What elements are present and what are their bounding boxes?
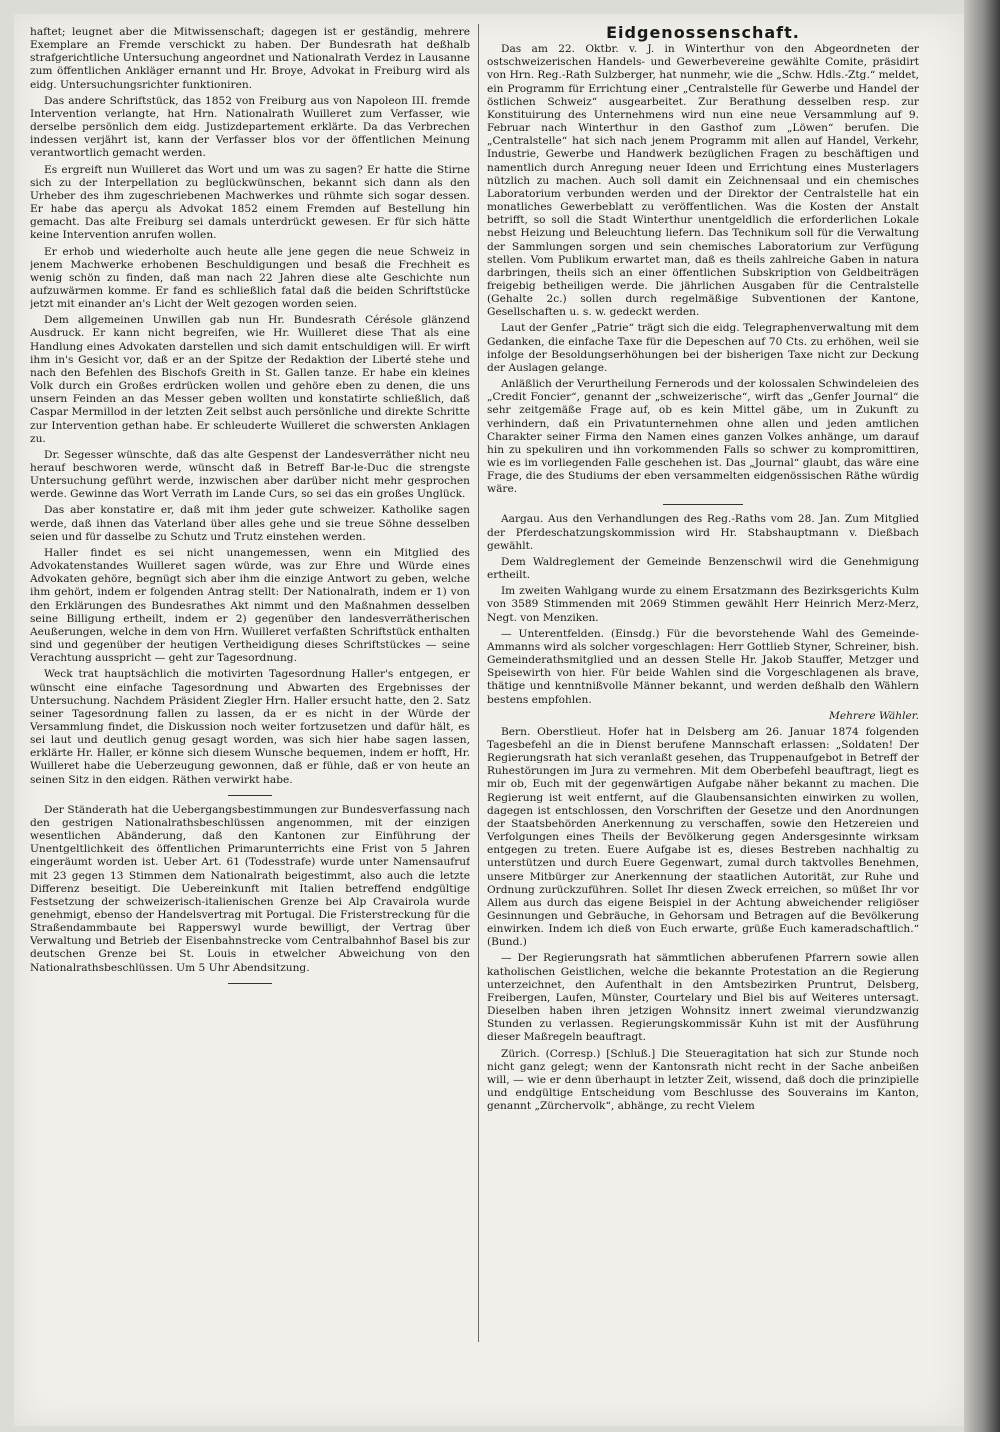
paragraph: Das am 22. Oktbr. v. J. in Winterthur von den Abgeordneten der ostschweizerischen Handels- und Gewerbevereine gewählte Comite, präsidirt von Hrn. Reg.-Rath Sulzberger, hat nunmehr, wie die „Schw. Hdls.-Ztg.“ meldet, ein Programm für Errichtung einer „Centralstelle für Gewerbe und Handel der östlichen Schweiz“ ausgearbeitet. Zur Berathung desselben resp. zur Konstituirung des Unternehmens wird nun eine neue Versammlung auf 9. Februar nach Winterthur in den Gasthof zum „Löwen“ berufen. Die „Centralstelle“ hat sich nach jenem Programm mit allen auf Handel, Verkehr, Industrie, Gewerbe und Handwerk bezüglichen Fragen zu beschäftigen und namentlich durch Anregung neuer Ideen und Errichtung eines Musterlagers nützlich zu machen. Auch soll damit ein Zeichnensaal und ein chemisches Laboratorium verbunden werden und der Direktor der Centralstelle hat ein monatliches Gewerbeblatt zu veröffentlichen. Was die Kosten der Anstalt betrifft, so soll die Stadt Winterthur unentgeldlich die erforderlichen Lokale nebst Heizung und Beleuchtung liefern. Das Technikum soll für die Verwaltung der Sammlungen sorgen und sein chemisches Laboratorium zur Verfügung stellen. Vom Publikum erwartet man, daß es theils zahlreiche Gaben in natura darbringen, theils sich an einer öffentlichen Subskription von Geldbeiträgen freigebig betheiligen werde. Die jährlichen Ausgaben für die Centralstelle (Gehalte 2c.) sollen durch regelmäßige Subventionen der Kantone, Gesellschaften u. s. w. gedeckt werden.	[487, 43, 919, 319]
paragraph: Das aber konstatire er, daß mit ihm jeder gute schweizer. Katholike sagen werde, daß ihnen das Vaterland über alles gehe und sie treue Söhne desselben seien und für dasselbe zu Schutz und Trutz einstehen werden.	[30, 504, 470, 543]
paragraph: Haller findet es sei nicht unangemessen, wenn ein Mitglied des Advokatenstandes Wuilleret sagen würde, was zur Ehre und Würde eines Advokaten gehöre, begnügt sich aber ihm die einzige Antwort zu geben, welche ihm gehört, indem er folgenden Antrag stellt: Der Nationalrath, indem er 1) von den Erklärungen des Bundesrathes Akt nimmt und den Maßnahmen desselben seine Billigung ertheilt, indem er 2) gegenüber den landesverrätherischen Aeußerungen, welche in dem von Hrn. Wuilleret verfaßten Schriftstück enthalten sind und gegenüber der heutigen Vertheidigung dieses Schriftstückes — seine Verachtung ausspricht — geht zur Tagesordnung.	[30, 546, 470, 665]
paragraph: Dr. Segesser wünschte, daß das alte Gespenst der Landesverräther nicht neu herauf beschworen werde, wünscht daß in Betreff Bar-le-Duc die strengste Untersuchung geführt werde, inzwischen aber darüber nicht mehr gesprochen werde. Gewinne das Wort Verrath im Lande Curs, so sei das ein großes Unglück.	[30, 448, 470, 501]
right-column	[487, 26, 919, 1116]
paragraph: Er erhob und wiederholte auch heute alle jene gegen die neue Schweiz in jenem Machwerke erhobenen Beschuldigungen und besaß die Frechheit es wenig schön zu finden, daß man nach 22 Jahren diese alte Geschichte nun aufzuwärmen komme. Er fand es schließlich fatal daß die beiden Schriftstücke jetzt mit einander an's Licht der Welt gezogen worden seien.	[30, 245, 470, 311]
paragraph: Dem Waldreglement der Gemeinde Benzenschwil wird die Genehmigung ertheilt.	[487, 555, 919, 582]
paragraph: — Der Regierungsrath hat sämmtlichen abberufenen Pfarrern sowie allen katholischen Geistlichen, welche die bekannte Protestation an die Regierung unterzeichnet, den Aufenthalt in den Amtsbezirken Pruntrut, Delsberg, Freibergen, Laufen, Münster, Courtelary und Biel bis auf Weiteres untersagt. Dieselben haben ihren jetzigen Wohnsitz innert zweimal vierundzwanzig Stunden zu verlassen. Regierungskommissär Kuhn ist mit der Ausführung dieser Maßregeln beauftragt.	[487, 952, 919, 1044]
paragraph: Es ergreift nun Wuilleret das Wort und um was zu sagen? Er hatte die Stirne sich zu der Interpellation zu beglückwünschen, bekannt sich dann als den Urheber des ihm zugeschriebenen Machwerkes und rühmte sich sogar dessen. Er habe das aperçu als Advokat 1852 einem Fremden auf Bestellung hin gemacht. Das alte Freiburg sei damals unterdrückt gewesen. Er für sich hätte keine Intervention anrufen wollen.	[30, 163, 470, 242]
article-separator	[228, 983, 272, 984]
paragraph: Anläßlich der Verurtheilung Fernerods und der kolossalen Schwindeleien des „Credit Foncier“, genannt der „schweizerische“, wirft das „Genfer Journal“ die sehr zeitgemäße Frage auf, ob es kein Mittel gäbe, um in Zukunft zu verhindern, daß ein Privatunternehmen ohne allen und jeden amtlichen Charakter seiner Firma den Namen eines ganzen Volkes anhänge, um darauf hin zu spekuliren und ihn vorkommenden Falls so schwer zu kompromittiren, wie es im vorliegenden Falle geschehen ist. Das „Journal“ glaubt, das wäre eine Frage, die des Studiums der eben versammelten eidgenössischen Räthe würdig wäre.	[487, 378, 919, 496]
paragraph: Das andere Schriftstück, das 1852 von Freiburg aus von Napoleon III. fremde Intervention verlangte, hat Hrn. Nationalrath Wuilleret zum Verfasser, wie derselbe persönlich dem eidg. Justizdepartement erklärte. Da das Verbrechen indessen verjährt ist, kann der Verfasser blos vor der öffentlichen Meinung verantwortlich gemacht werden.	[30, 94, 470, 160]
paragraph: Der Ständerath hat die Uebergangsbestimmungen zur Bundesverfassung nach den gestrigen Nationalrathsbeschlüssen angenommen, mit der einzigen wesentlichen Abänderung, daß den Kantonen zur Einführung der Unentgeltlichkeit des öffentlichen Primarunterrichts eine Frist von 5 Jahren eingeräumt worden ist. Ueber Art. 61 (Todesstrafe) wurde unter Namensaufruf mit 23 gegen 13 Stimmen dem Nationalrath beigestimmt, also auch die letzte Differenz beseitigt. Die Uebereinkunft mit Italien betreffend endgültige Festsetzung der schweizerisch-italienischen Grenze bei Alp Cravairola wurde genehmigt, ebenso der Handelsvertrag mit Portugal. Die Fristerstreckung für die Straßendammbaute bei Rapperswyl wurde bewilligt, der Vertrag über Verwaltung und Betrieb der Eisenbahnstrecke vom Centralbahnhof Basel bis zur deutschen Grenze bei St. Louis in etwelcher Abweichung von den Nationalrathsbeschlüssen. Um 5 Uhr Abendsitzung.	[30, 803, 470, 974]
article-separator	[663, 504, 743, 505]
paragraph: Dem allgemeinen Unwillen gab nun Hr. Bundesrath Cérésole glänzend Ausdruck. Er kann nicht begreifen, wie Hr. Wuilleret diese That als eine Handlung eines Advokaten darstellen und sich damit entschuldigen will. Er wirft ihm in's Gesicht vor, daß er an der Spitze der Redaktion der Liberté stehe und nach den Befehlen des Bischofs Greith in St. Gallen tanze. Er habe ein kleines Volk durch ein Großes erdrücken wollen und gehöre eben zu denen, die uns unsern Feinden an das Messer geben wollten und konstatirte schließlich, daß Caspar Mermillod in der letzten Zeit selbst auch persönliche und direkte Schritte zur Intervention gethan habe. Er schleuderte Wuilleret die schwersten Anklagen zu.	[30, 314, 470, 445]
section-title: Eidgenossenschaft.	[606, 26, 800, 42]
paragraph: Im zweiten Wahlgang wurde zu einem Ersatzmann des Bezirksgerichts Kulm von 3589 Stimmenden mit 2069 Stimmen gewählt Herr Heinrich Merz-Merz, Negt. von Menziken.	[487, 585, 919, 624]
article-separator	[228, 795, 272, 796]
column-rule	[478, 24, 479, 1342]
paragraph: Aargau. Aus den Verhandlungen des Reg.-Raths vom 28. Jan. Zum Mitglied der Pferdeschatzungskommission wird Hr. Stabshauptmann v. Dießbach gewählt.	[487, 513, 919, 552]
paragraph: — Unterentfelden. (Einsdg.) Für die bevorstehende Wahl des Gemeinde-Ammanns wird als solcher vorgeschlagen: Herr Gottlieb Styner, Schreiner, bish. Gemeinderathsmitglied und an dessen Stelle Hr. Jakob Stauffer, Metzger und Speisewirth von hier. Für beide Wahlen sind die Vorgeschlagenen als brave, thätige und kenntnißvolle Männer bekannt, und werden deßhalb den Wählern bestens empfohlen.	[487, 627, 919, 706]
paragraph: Laut der Genfer „Patrie“ trägt sich die eidg. Telegraphenverwaltung mit dem Gedanken, die einfache Taxe für die Depeschen auf 70 Cts. zu erhöhen, weil sie infolge der Besoldungserhöhungen bei der bisherigen Taxe nicht zur Deckung der Auslagen gelange.	[487, 322, 919, 374]
paragraph: Weck trat hauptsächlich die motivirten Tagesordnung Haller's entgegen, er wünscht eine einfache Tagesordnung und Abwarten des Ergebnisses der Untersuchung. Nachdem Präsident Ziegler Hrn. Haller ersucht hatte, den 2. Satz seiner Tagesordnung fallen zu lassen, da er es nicht in der Würde der Versammlung findet, die Diskussion noch weiter fortzusetzen und dafür hält, es sei laut und deutlich genug gesagt worden, was sich hier habe sagen lassen, erklärte Hr. Haller, er könne sich diesem Wunsche bequemen, indem er hofft, Hr. Wuilleret habe die Ueberzeugung gewonnen, daß er fühle, daß er von heute an seinen Sitz in den eidgen. Räthen verwirkt habe.	[30, 668, 470, 786]
paragraph: Zürich. (Corresp.) [Schluß.] Die Steueragitation hat sich zur Stunde noch nicht ganz gelegt; wenn der Kantonsrath nicht recht in der Sache anbeißen will, — wie er denn überhaupt in letzter Zeit, wissend, daß doch die prinzipielle und endgültige Entscheidung vom Beschlusse des Souverains im Kanton, genannt „Zürchervolk“, abhänge, zu recht Vielem	[487, 1047, 919, 1113]
signature: Mehrere Wähler.	[828, 709, 919, 722]
left-column	[30, 26, 470, 992]
page-edge-shadow	[964, 0, 1000, 1432]
paragraph: Bern. Oberstlieut. Hofer hat in Delsberg am 26. Januar 1874 folgenden Tagesbefehl an die in Dienst berufene Mannschaft erlassen: „Soldaten! Der Regierungsrath hat sich veranlaßt gesehen, das Truppenaufgebot in Betreff der Ruhestörungen im Jura zu vermehren. Mit dem Oberbefehl beauftragt, liegt es mir ob, Euch mit der gegenwärtigen Aufgabe näher bekannt zu machen. Die Regierung ist weit entfernt, auf die Glaubensansichten einwirken zu wollen, dagegen ist entschlossen, den Vorschriften der Gesetze und den Anordnungen der Staatsbehörden Anerkennung zu verschaffen, sowie den Hetzereien und Verfolgungen eines Theils der Bevölkerung gegen Andersgesinnte wirksam entgegen zu treten. Euere Aufgabe ist es, dieses Bestreben nachhaltig zu unterstützen und durch Euere Gegenwart, zumal durch taktvolles Benehmen, unsere Mitbürger zur Anerkennung der staatlichen Autorität, zur Ruhe und Ordnung zurückzuführen. Sollet Ihr diesen Zweck erreichen, so müßet Ihr vor Allem aus durch das eigene Beispiel in der Achtung abweichender religiöser Gesinnungen und Gebräuche, in Gehorsam und Betragen auf die Bevölkerung einwirken. Indem ich dieß von Euch erwarte, grüße Euch kameradschaftlich.“ (Bund.)	[487, 725, 919, 949]
paragraph: haftet; leugnet aber die Mitwissenschaft; dagegen ist er geständig, mehrere Exemplare an Fremde verschickt zu haben. Der Bundesrath hat deßhalb strafgerichtliche Untersuchung angeordnet und Nationalrath Verdez in Lausanne zum öffentlichen Ankläger ernannt und Hr. Broye, Advokat in Freiburg wird als eidg. Untersuchungsrichter funktioniren.	[30, 26, 470, 91]
